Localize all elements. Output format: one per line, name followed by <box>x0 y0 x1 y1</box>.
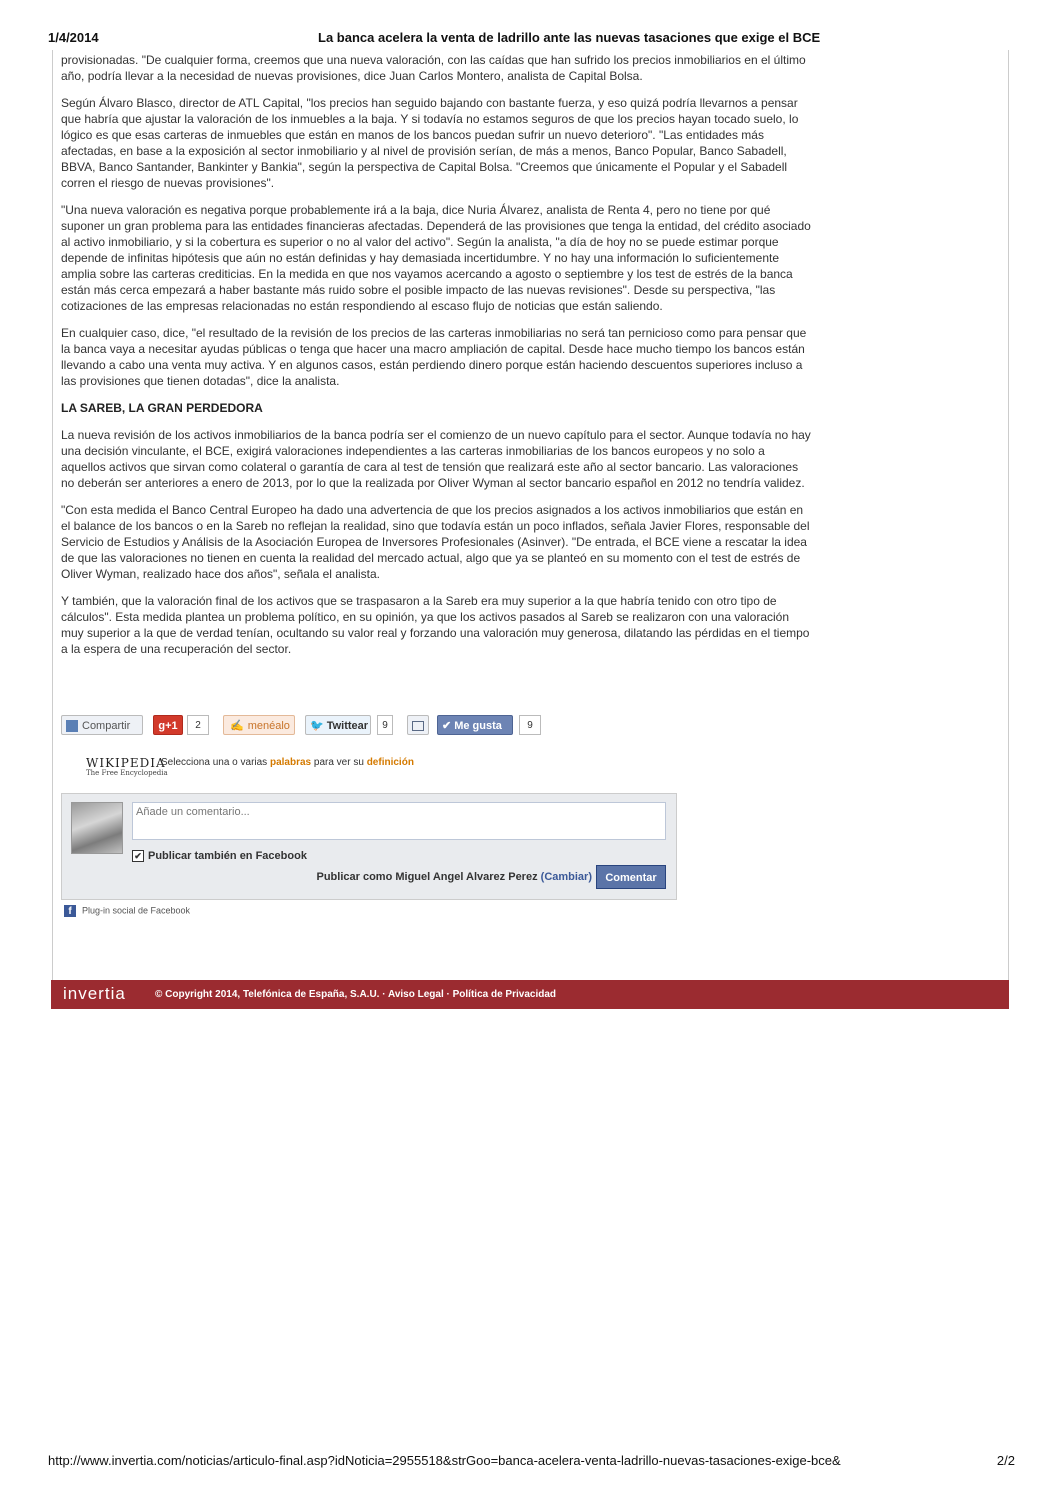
print-url: http://www.invertia.com/noticias/articulo-final.asp?idNoticia=2955518&strGoo=banca-acelera-venta-ladrillo-nuevas-tasaciones-exige-bce& <box>48 1453 841 1468</box>
copyright-text: © Copyright 2014, Telefónica de España, S.A.U. · Aviso Legal · Política de Privacidad <box>155 989 556 1000</box>
meneame-button[interactable] <box>223 715 295 735</box>
article-subheading: LA SAREB, LA GRAN PERDEDORA <box>61 401 263 415</box>
change-account-link[interactable]: (Cambiar) <box>540 871 592 883</box>
checkbox-checked-icon[interactable]: ✔ <box>132 850 144 862</box>
wikipedia-text: para ver su <box>311 757 367 768</box>
wikipedia-logo <box>86 752 168 777</box>
print-header <box>48 30 1011 46</box>
print-page-number: 2/2 <box>996 1453 1015 1468</box>
post-comment-button[interactable]: Comentar <box>596 865 666 889</box>
meneame-label: menéalo <box>247 720 290 732</box>
twitter-button[interactable] <box>305 715 371 735</box>
google-plus-label: g+1 <box>158 720 178 732</box>
thumbs-up-icon: ✔ <box>442 720 452 732</box>
publish-as <box>317 871 593 883</box>
article-paragraph: "Con esta medida el Banco Central Europeo ha dado una advertencia de que los precios asignados a los activos inmobiliarios que están en el balance de los bancos o en la Sareb no reflejan la realidad, sino que todavía están un poco inflados, señala Javier Flores, responsable del Servicio de Estudios y Análisis de la Asociación Europea de Inversores Profesionales (Asinver). "De entrada, el BCE viene a rescatar la idea de que las valoraciones no tienen en cuenta la realidad del mercado actual, algo que ya se planteó en su momento con el test de estrés de Oliver Wyman, realizado hace dos años", señala el analista. <box>61 503 810 581</box>
wikipedia-hint <box>161 757 414 768</box>
twitter-label: Twittear <box>326 720 369 732</box>
meneame-icon: ✍ <box>230 720 244 732</box>
wikipedia-widget <box>86 752 686 778</box>
compartir-label: Compartir <box>82 720 131 732</box>
twitter-count: 9 <box>377 715 393 735</box>
article-paragraph: Y también, que la valoración final de los activos que se traspasaron a la Sareb era muy superior a la que habría tenido con otro tipo de cálculos". Esta medida plantea un problema político, en su opinión, ya que los activos pasados al Sareb se realizaron con una valoración muy superior a la que de verdad tenían, ocultando su valor real y forzando una valoración muy generosa, dilatando las pérdidas en el tiempo a la espera de una recuperación del sector. <box>61 594 810 656</box>
facebook-icon: f <box>64 905 76 917</box>
wikipedia-highlight-definition: definición <box>366 757 414 768</box>
article-paragraph: provisionadas. "De cualquier forma, creemos que una nueva valoración, con las caídas que han sufrido los precios inmobiliarios en el último año, podría llevar a la necesidad de nuevas provisiones, dice Juan Carlos Montero, analista de Capital Bolsa. <box>61 53 806 83</box>
wikipedia-logo-text: WIKIPEDIA <box>86 756 166 770</box>
compartir-button[interactable] <box>61 715 143 735</box>
print-title: La banca acelera la venta de ladrillo ante las nuevas tasaciones que exige el BCE <box>318 30 821 45</box>
like-count: 9 <box>519 715 541 735</box>
site-footer <box>51 980 1009 1009</box>
publish-as-label: Publicar como Miguel Angel Alvarez Perez <box>316 871 538 883</box>
article-paragraph: "Una nueva valoración es negativa porque probablemente irá a la baja, dice Nuria Álvarez, analista de Renta 4, pero no tiene por qué suponer un gran problema para las entidades financieras afectadas. Dependerá de las provisiones que tenga la entidad, del crédito asociado al activo inmobiliario, y si la cobertura es superior o no al valor del activo". Según la analista, "a día de hoy no se puede estimar porque depende de infinitas hipótesis que aún no están definidas y hay demasiada incertidumbre. Y no hay una información lo suficientemente amplia sobre las carteras crediticias. En la medida en que nos vayamos acercando a agosto o septiembre y los test de estrés de la banca están más cerca empezará a haber bastante más ruido sobre el posible impacto de las nuevas revisiones". Desde su perspectiva, "las cotizaciones de las empresas relacionadas no están respondiendo al escaso flujo de noticias que están saliendo. <box>61 203 811 313</box>
avatar <box>71 802 123 854</box>
wikipedia-text: Selecciona una o varias <box>161 757 270 768</box>
publish-facebook-label: Publicar también en Facebook <box>148 850 307 862</box>
google-plus-button[interactable] <box>153 715 183 735</box>
article-paragraph: La nueva revisión de los activos inmobiliarios de la banca podría ser el comienzo de un nuevo capítulo para el sector. Aunque todavía no hay una decisión vinculante, el BCE, exigirá valoraciones independientes a las carteras inmobiliarias de los bancos europeos y no solo a aquellos activos que sirvan como colateral o garantía de cara al test de tensión que realizará este año al sector bancario. Las valoraciones no deberán ser anteriores a enero de 2013, por lo que la realizada por Oliver Wyman al sector bancario español en 2012 no tendría validez. <box>61 428 811 490</box>
wikipedia-highlight-words: palabras <box>269 757 312 768</box>
comment-button[interactable] <box>407 715 429 735</box>
publish-facebook-checkbox[interactable] <box>132 850 307 862</box>
comment-input[interactable]: Añade un comentario... <box>132 802 666 840</box>
article-paragraph: En cualquier caso, dice, "el resultado de la revisión de los precios de las carteras inmobiliarias no será tan pernicioso como para pensar que la banca vaya a necesitar ayudas públicas o tenga que hacer una macro ampliación de capital. Desde hace mucho tiempo los bancos están llevando a cabo una venta muy activa. Y en algunos casos, están perdiendo dinero porque están haciendo descuentos superiores incluso a las provisiones que tienen dotadas", dice la analista. <box>61 326 807 388</box>
wikipedia-logo-sub: The Free Encyclopedia <box>86 769 168 777</box>
print-date: 1/4/2014 <box>48 30 99 45</box>
article-paragraph: Según Álvaro Blasco, director de ATL Capital, "los precios han seguido bajando con bastante fuerza, y eso quizá podría llevarnos a pensar que habría que ajustar la valoración de los inmuebles a la baja. Y si todavía no estamos seguros de que los precios hayan tocado suelo, lo lógico es que esas carteras de inmuebles que están en manos de los bancos puedan sufrir un nuevo deterioro". "Las entidades más afectadas, en base a la exposición al sector inmobiliario y al nivel de provisión serían, de más a menos, Banco Popular, Banco Sabadell, BBVA, Banco Santander, Bankinter y Bankia", según la perspectiva de Capital Bolsa. "Creemos que únicamente el Popular y el Sabadell corren el riesgo de nuevas provisiones". <box>61 96 799 190</box>
facebook-plugin-note <box>64 905 190 917</box>
facebook-comments-box <box>61 793 677 900</box>
facebook-like-button[interactable] <box>437 715 513 735</box>
share-bar <box>61 715 561 737</box>
share-icon <box>66 720 78 732</box>
article-body <box>61 52 811 668</box>
twitter-bird-icon: 🐦 <box>310 720 324 732</box>
google-plus-count: 2 <box>187 715 209 735</box>
like-label: Me gusta <box>454 720 502 732</box>
comment-icon <box>412 721 424 731</box>
plugin-label[interactable]: Plug-in social de Facebook <box>82 905 191 916</box>
invertia-logo[interactable]: invertia <box>63 984 126 1003</box>
